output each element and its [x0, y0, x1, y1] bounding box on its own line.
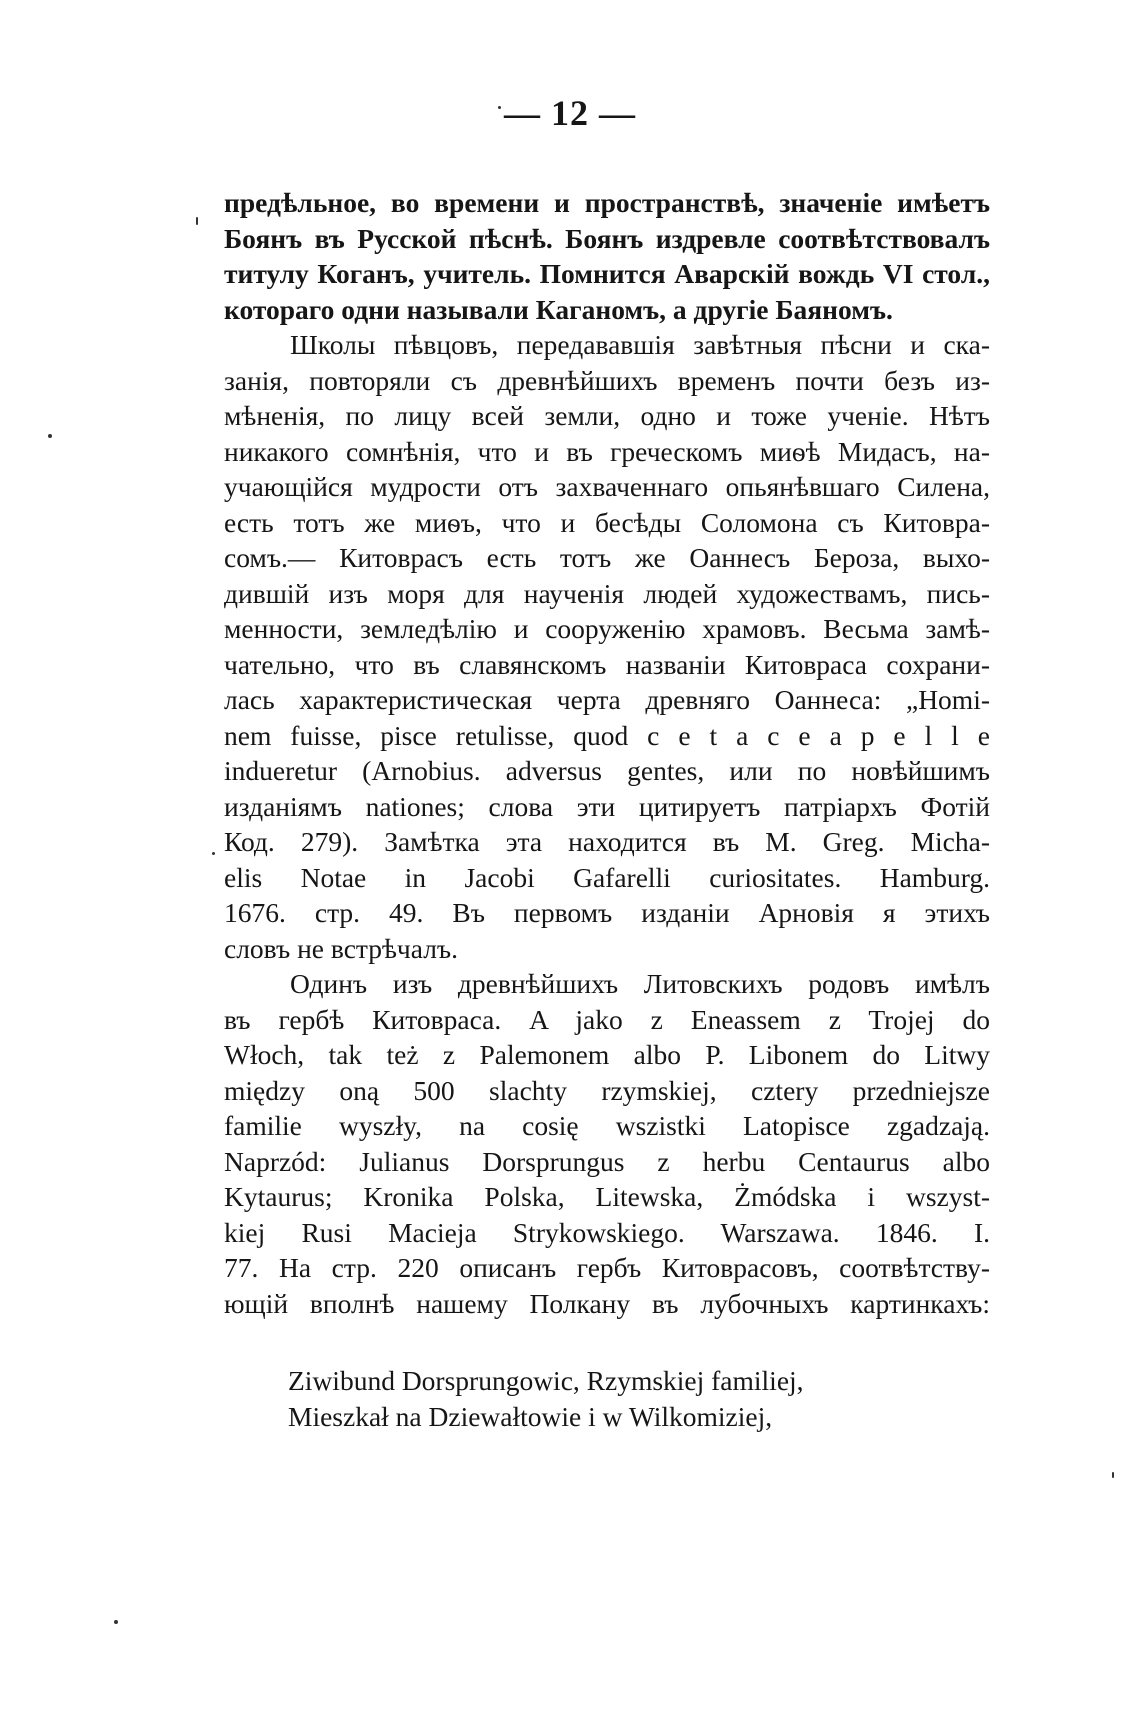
verse-quote [288, 1363, 988, 1435]
text-line: 77. На стр. 220 описанъ гербъ Китоврасовъ, соотвѣтству- [224, 1252, 990, 1283]
text-line: менности, земледѣлію и сооруженію храмовъ. Весьма замѣ- [224, 613, 990, 644]
print-speck [114, 1620, 118, 1624]
text-line: indueretur (Arnobius. adversus gentes, или по новѣйшимъ [224, 755, 990, 786]
print-speck [1112, 1472, 1114, 1478]
text-line: титулу Коганъ, учитель. Помнится Аварскій вождь VI стол., [224, 258, 990, 289]
text-line: словъ не встрѣчалъ. [224, 932, 459, 964]
text-line: elis Notae in Jacobi Gafarelli curiositates. Hamburg. [224, 861, 990, 893]
text-line: учающійся мудрости отъ захваченнаго опьянѣвшаго Силена, [224, 471, 990, 502]
text-line: kiej Rusi Macieja Strykowskiego. Warszawa. 1846. I. [224, 1216, 990, 1248]
text-line: Код. 279). Замѣтка эта находится въ M. Greg. Micha- [224, 826, 990, 857]
print-speck [196, 217, 198, 225]
verse-line: Ziwibund Dorsprungowic, Rzymskiej familiej, [288, 1365, 804, 1396]
body-text [224, 185, 990, 1321]
text-line: занія, повторяли съ древнѣйшихъ временъ почти безъ из- [224, 364, 990, 396]
text-line: котораго одни называли Каганомъ, а другіе Баяномъ. [224, 293, 893, 325]
text-line: чательно, что въ славянскомъ названіи Китовраса сохрани- [224, 648, 990, 680]
text-line: Naprzód: Julianus Dorsprungus z herbu Centaurus albo [224, 1145, 990, 1177]
text-line: familie wyszły, na cosię wszistki Latopisce zgadzają. [224, 1110, 990, 1141]
text-line: ющій вполнѣ нашему Полкану въ лубочныхъ картинкахъ: [224, 1287, 990, 1319]
print-speck [48, 434, 52, 438]
text-line: сомъ.— Китоврасъ есть тотъ же Оаннесъ Бероза, выхо- [224, 542, 990, 573]
text-line: Боянъ въ Русской пѣснѣ. Боянъ издревле соотвѣтствовалъ [224, 222, 990, 254]
text-line: Kytaurus; Kronika Polska, Litewska, Żmódska i wszyst- [224, 1181, 990, 1212]
text-line: między oną 500 slachty rzymskiej, cztery przedniejsze [224, 1074, 990, 1106]
text-line: дившій изъ моря для наученія людей художествамъ, пись- [224, 577, 990, 609]
text-line: предѣльное, во времени и пространствѣ, значеніе имѣетъ [224, 187, 990, 218]
text-line: nem fuisse, pisce retulisse, quod c e t a c e a p e l l e [224, 719, 990, 751]
text-line: въ гербѣ Китовраса. A jako z Eneassem z Trojej do [224, 1003, 990, 1035]
text-line: 1676. стр. 49. Въ первомъ изданіи Арновія я этихъ [224, 897, 990, 928]
page-number: — 12 — [504, 93, 636, 133]
text-line: мѣненія, по лицу всей земли, одно и тоже ученіе. Нѣтъ [224, 400, 990, 431]
verse-line: Mieszkał na Dziewałtowie i w Wilkomiziej, [288, 1401, 773, 1432]
text-line: никакого сомнѣнія, что и въ греческомъ миѳѣ Мидасъ, на- [224, 435, 990, 467]
text-line: есть тотъ же миѳъ, что и бесѣды Соломона съ Китовра- [224, 506, 990, 538]
text-line: лась характеристическая черта древняго Оаннеса: „Homi- [224, 684, 990, 715]
print-speck [498, 106, 501, 109]
text-line: Włoch, tak też z Palemonem albo P. Libonem do Litwy [224, 1039, 990, 1070]
text-line: Школы пѣвцовъ, передававшія завѣтныя пѣсни и ска- [290, 329, 990, 360]
text-line: изданіямъ nationes; слова эти цитируетъ патріархъ Фотій [224, 790, 990, 822]
print-speck [212, 852, 215, 855]
text-line: Одинъ изъ древнѣйшихъ Литовскихъ родовъ имѣлъ [290, 968, 990, 999]
